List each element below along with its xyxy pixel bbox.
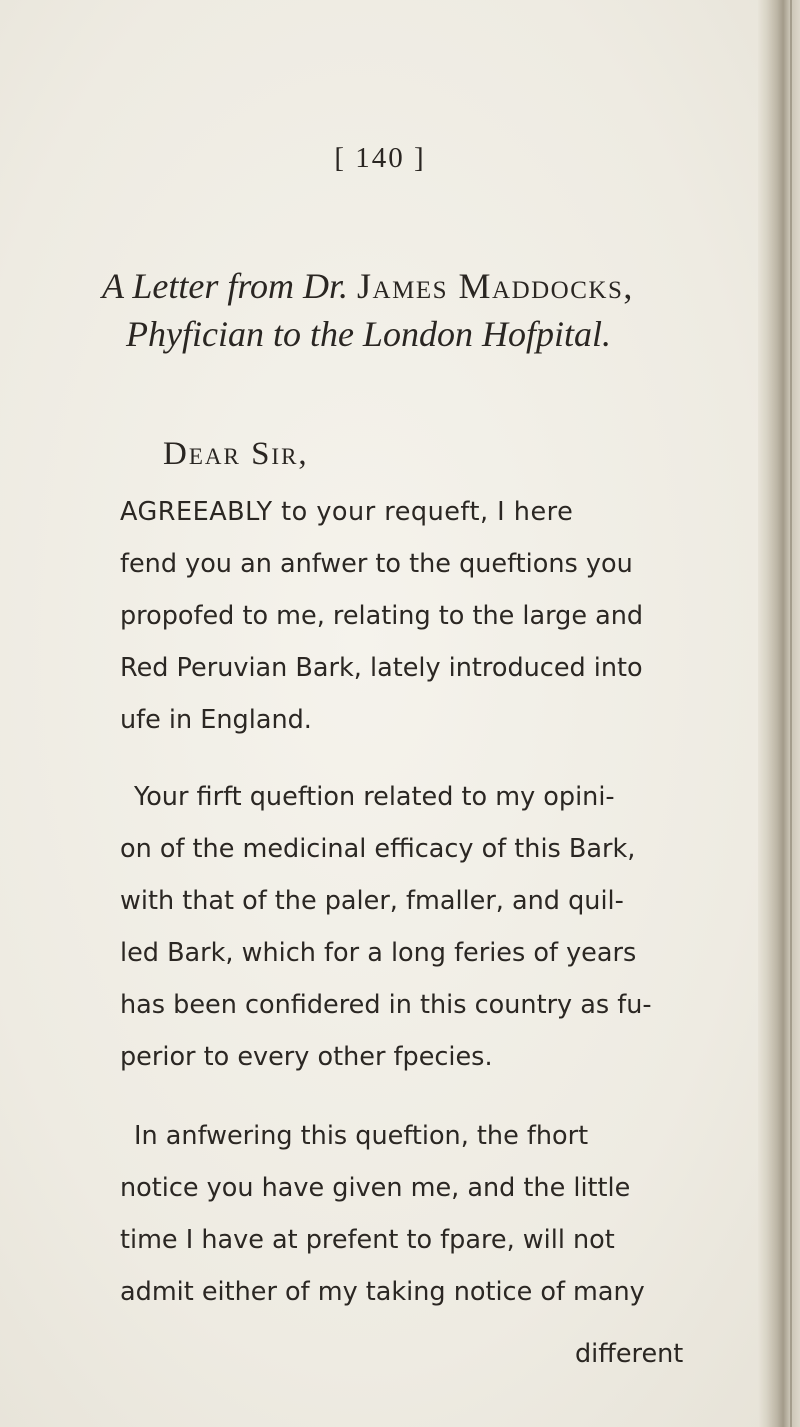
letter-title [102, 262, 634, 358]
gutter-shadow-line [790, 0, 792, 1427]
paragraph-line: ufe in England. [120, 705, 312, 735]
page-number: [ 140 ] [334, 142, 426, 174]
salutation: Dear Sir, [163, 436, 309, 472]
paragraph-line: In anfwering this queftion, the fhort [134, 1121, 589, 1151]
paragraph-line: AGREEABLY to your requeft, I here [120, 497, 574, 527]
page-gutter [758, 0, 800, 1427]
paragraph-line: admit either of my taking notice of many [120, 1277, 645, 1307]
title-role: Phyfician to the London Hofpital. [126, 314, 611, 354]
paragraph-line: Red Peruvian Bark, lately introduced into [120, 653, 643, 683]
paragraph-line: propofed to me, relating to the large and [120, 601, 644, 631]
paragraph-line: led Bark, which for a long feries of years [120, 938, 637, 968]
paragraph-line: notice you have given me, and the little [120, 1173, 631, 1203]
paragraph-line: on of the medicinal efficacy of this Bark, [120, 834, 636, 864]
paragraph-line: perior to every other fpecies. [120, 1042, 493, 1072]
paragraph-line: time I have at prefent to fpare, will not [120, 1225, 615, 1255]
paragraph-line: fend you an anfwer to the queftions you [120, 549, 633, 579]
paragraph-3 [120, 1110, 710, 1318]
paragraph-line: has been confidered in this country as fu- [120, 990, 652, 1020]
title-line-1 [102, 262, 634, 310]
title-author: James Maddocks, [357, 266, 634, 306]
paragraph-2 [120, 771, 710, 1083]
catchword: different [575, 1339, 684, 1369]
title-prefix: A Letter from Dr. [102, 266, 349, 306]
paragraph-1 [120, 486, 710, 746]
paragraph-line: Your firft queftion related to my opini- [134, 782, 615, 812]
paragraph-line: with that of the paler, fmaller, and quil- [120, 886, 624, 916]
